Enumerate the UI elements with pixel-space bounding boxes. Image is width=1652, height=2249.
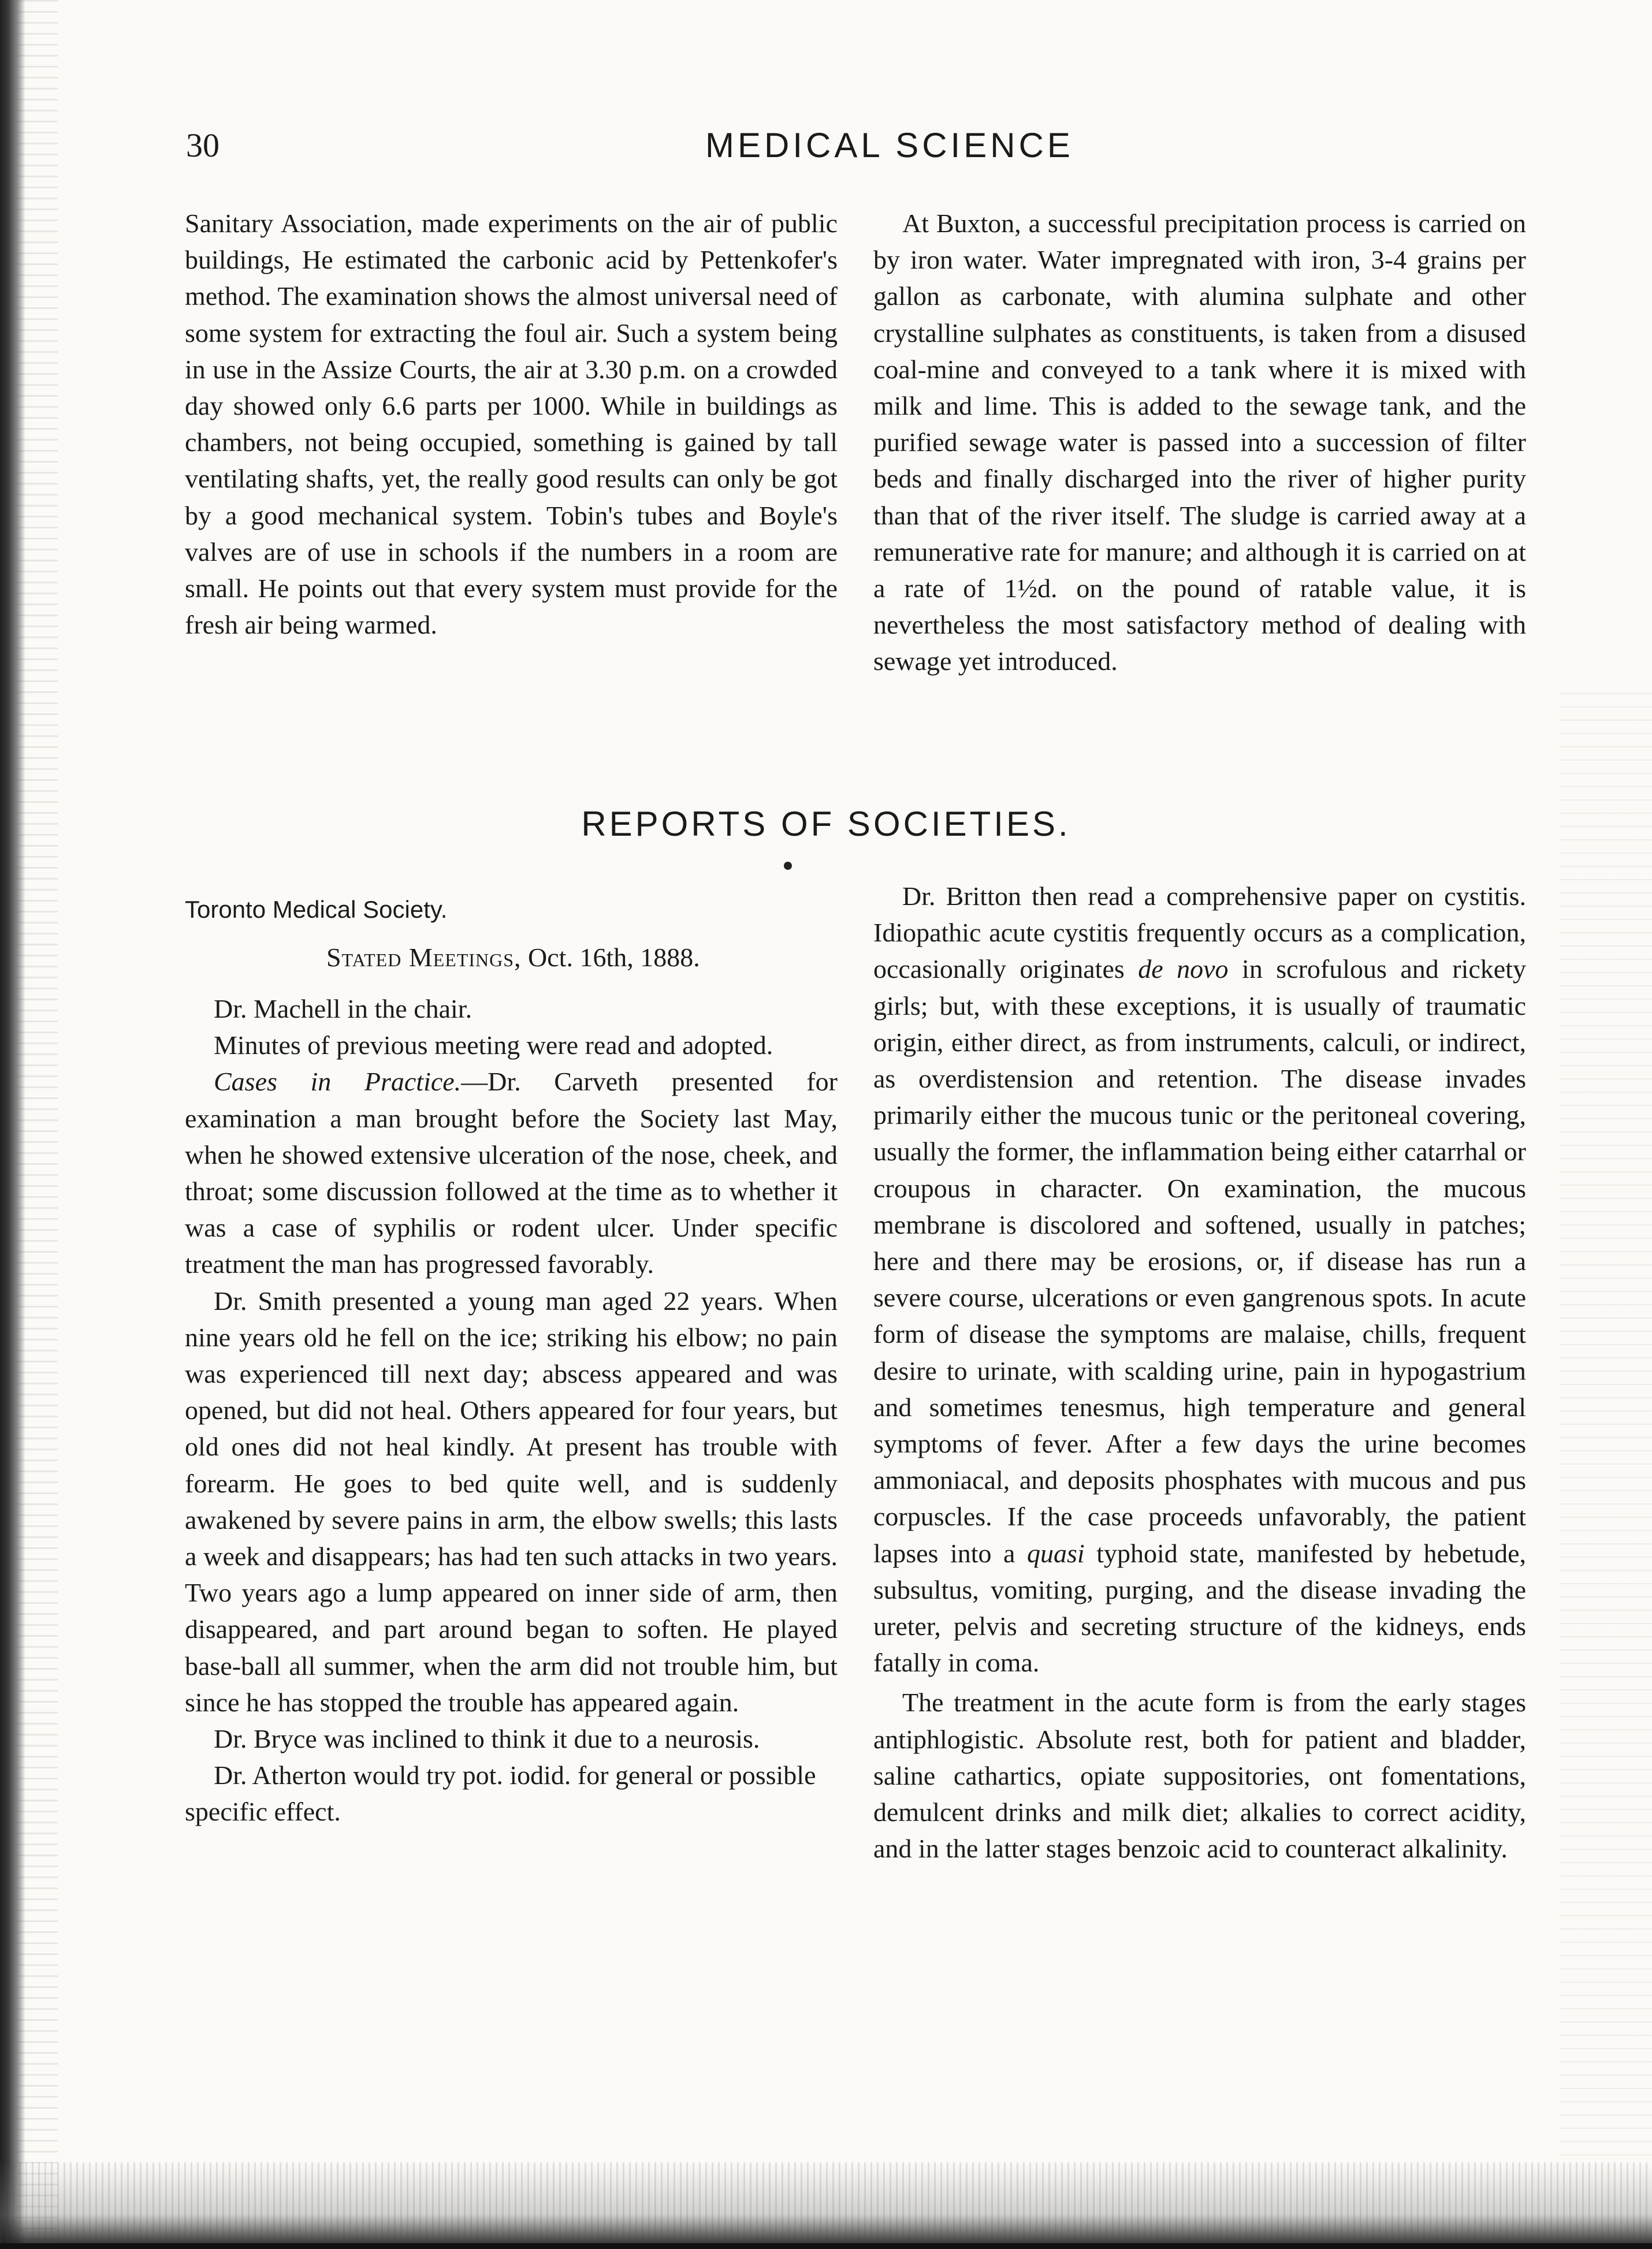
meetings-line: [326, 940, 700, 975]
cases-heading: Cases in Practice.: [214, 1067, 462, 1097]
paragraph: At Buxton, a successful precipitation process is carried on by iron water. Water impregnated with iron, 3-4 grains per gallon as carbonate, with alumina sulphate and other crystalline sulphates as constituents, is taken from a disused coal-mine and conveyed to a tank where it is mixed with milk and lime. This is added to the sewage tank, and the purified sewage water is passed into a succession of filter beds and finally discharged into the river of higher purity than that of the river itself. The sludge is carried away at a remunerative rate for manure; and although it is carried on at a rate of 1½d. on the pound of ratable value, it is nevertheless the most satisfactory method of dealing with sewage yet introduced.: [873, 208, 1526, 676]
meetings-date: Oct. 16th, 1888.: [528, 943, 700, 972]
page-edge-speckle: [17, 0, 58, 2249]
text-run: typhoid state, manifested by hebetude, subsultus, vomiting, purging, and the disease invading the ureter, pelvis and secreting structure of the kidneys, ends fatally in coma.: [873, 1538, 1526, 1678]
meetings-label: Stated Meetings,: [326, 943, 522, 972]
page-bottom-edge: [0, 2162, 1652, 2249]
paragraph: Minutes of previous meeting were read and adopted.: [214, 1030, 773, 1060]
paragraph: Dr. Atherton would try pot. iodid. for general or possible specific effect.: [185, 1760, 816, 1827]
paragraph: Dr. Bryce was inclined to think it due to a neurosis.: [214, 1724, 760, 1754]
italic-run: quasi: [1026, 1538, 1085, 1568]
article-right-column: [873, 205, 1526, 680]
italic-run: de novo: [1138, 954, 1229, 984]
text-run: in scrofulous and rickety girls; but, with these exceptions, it is usually of traumatic origin, either direct, as from instruments, calculi, or indirect, as overdistension and retention. The disease invades primarily either the mucous tunic or the peritoneal covering, usually the former, the inflammation being either catarrhal or croupous in character. On examination, the mucous membrane is discolored and softened, usually in patches; here and there may be erosions, or, if disease has run a severe course, ulcerations or even gangrenous spots. In acute form of disease the symptoms are malaise, chills, frequent desire to urinate, with scalding urine, pain in hypogastrium and sometimes tenesmus, high temperature and general symptoms of fever. After a few days the urine becomes ammoniacal, and deposits phosphates with mucous and pus corpuscles. If the case proceeds unfavorably, the patient lapses into a: [873, 954, 1526, 1568]
paragraph: Sanitary Association, made experiments on the air of public buildings, He estimated the carbonic acid by Pettenkofer's method. The examination shows the almost universal need of some system for extracting the foul air. Such a system being in use in the Assize Courts, the air at 3.30 p.m. on a crowded day showed only 6.6 parts per 1000. While in buildings as chambers, not being occupied, something is gained by tall ventilating shafts, yet, the really good results can only be got by a good mechanical system. Tobin's tubes and Boyle's valves are of use in schools if the numbers in a room are small. He points out that every system must provide for the fresh air being warmed.: [185, 208, 838, 640]
running-title: MEDICAL SCIENCE: [705, 126, 1074, 165]
paragraph: Dr. Smith presented a young man aged 22 years. When nine years old he fell on the ice; striking his elbow; no pain was experienced till next day; abscess appeared and was opened, but did not heal. Others appeared for four years, but old ones did not heal kindly. At present has trouble with forearm. He goes to bed quite well, and is suddenly awakened by severe pains in arm, the elbow swells; this lasts a week and disappears; has had ten such attacks in two years. Two years ago a lump appeared on inner side of arm, then disappeared, and part around began to soften. He played base-ball all summer, when the arm did not trouble him, but since he has stopped the trouble has appeared again.: [185, 1286, 838, 1717]
article-left-column: [185, 205, 838, 643]
page-bottom-rule: [0, 2243, 1652, 2249]
paragraph: [873, 878, 1526, 1681]
paragraph: [185, 1063, 838, 1282]
page-right-speckle: [1560, 693, 1652, 2166]
society-name: Toronto Medical Society.: [185, 896, 448, 923]
paragraph: The treatment in the acute form is from the early stages antiphlogistic. Absolute rest, both for patient and bladder, saline cathartics, opiate suppositories, ont fomentations, demulcent drinks and milk diet; alkalies to correct acidity, and in the latter stages benzoic acid to counteract alkalinity.: [873, 1688, 1526, 1864]
paragraph: Dr. Machell in the chair.: [214, 994, 472, 1023]
text-run: Dr. Britton then read a comprehensive paper on cystitis. Idiopathic acute cystitis frequently occurs as a complication, occasionally originates: [873, 881, 1526, 984]
section-title: REPORTS OF SOCIETIES.: [581, 805, 1071, 843]
reports-left-column: [185, 991, 838, 1830]
page-number: 30: [186, 126, 219, 164]
ornament-dot: [784, 862, 792, 870]
cases-text: —Dr. Carveth presented for examination a man brought before the Society last May, when he showed extensive ulceration of the nose, cheek, and throat; some discussion followed at the time as to whether it was a case of syphilis or rodent ulcer. Under specific treatment the man has progressed favorably.: [185, 1067, 838, 1279]
reports-right-column: [873, 878, 1526, 1867]
